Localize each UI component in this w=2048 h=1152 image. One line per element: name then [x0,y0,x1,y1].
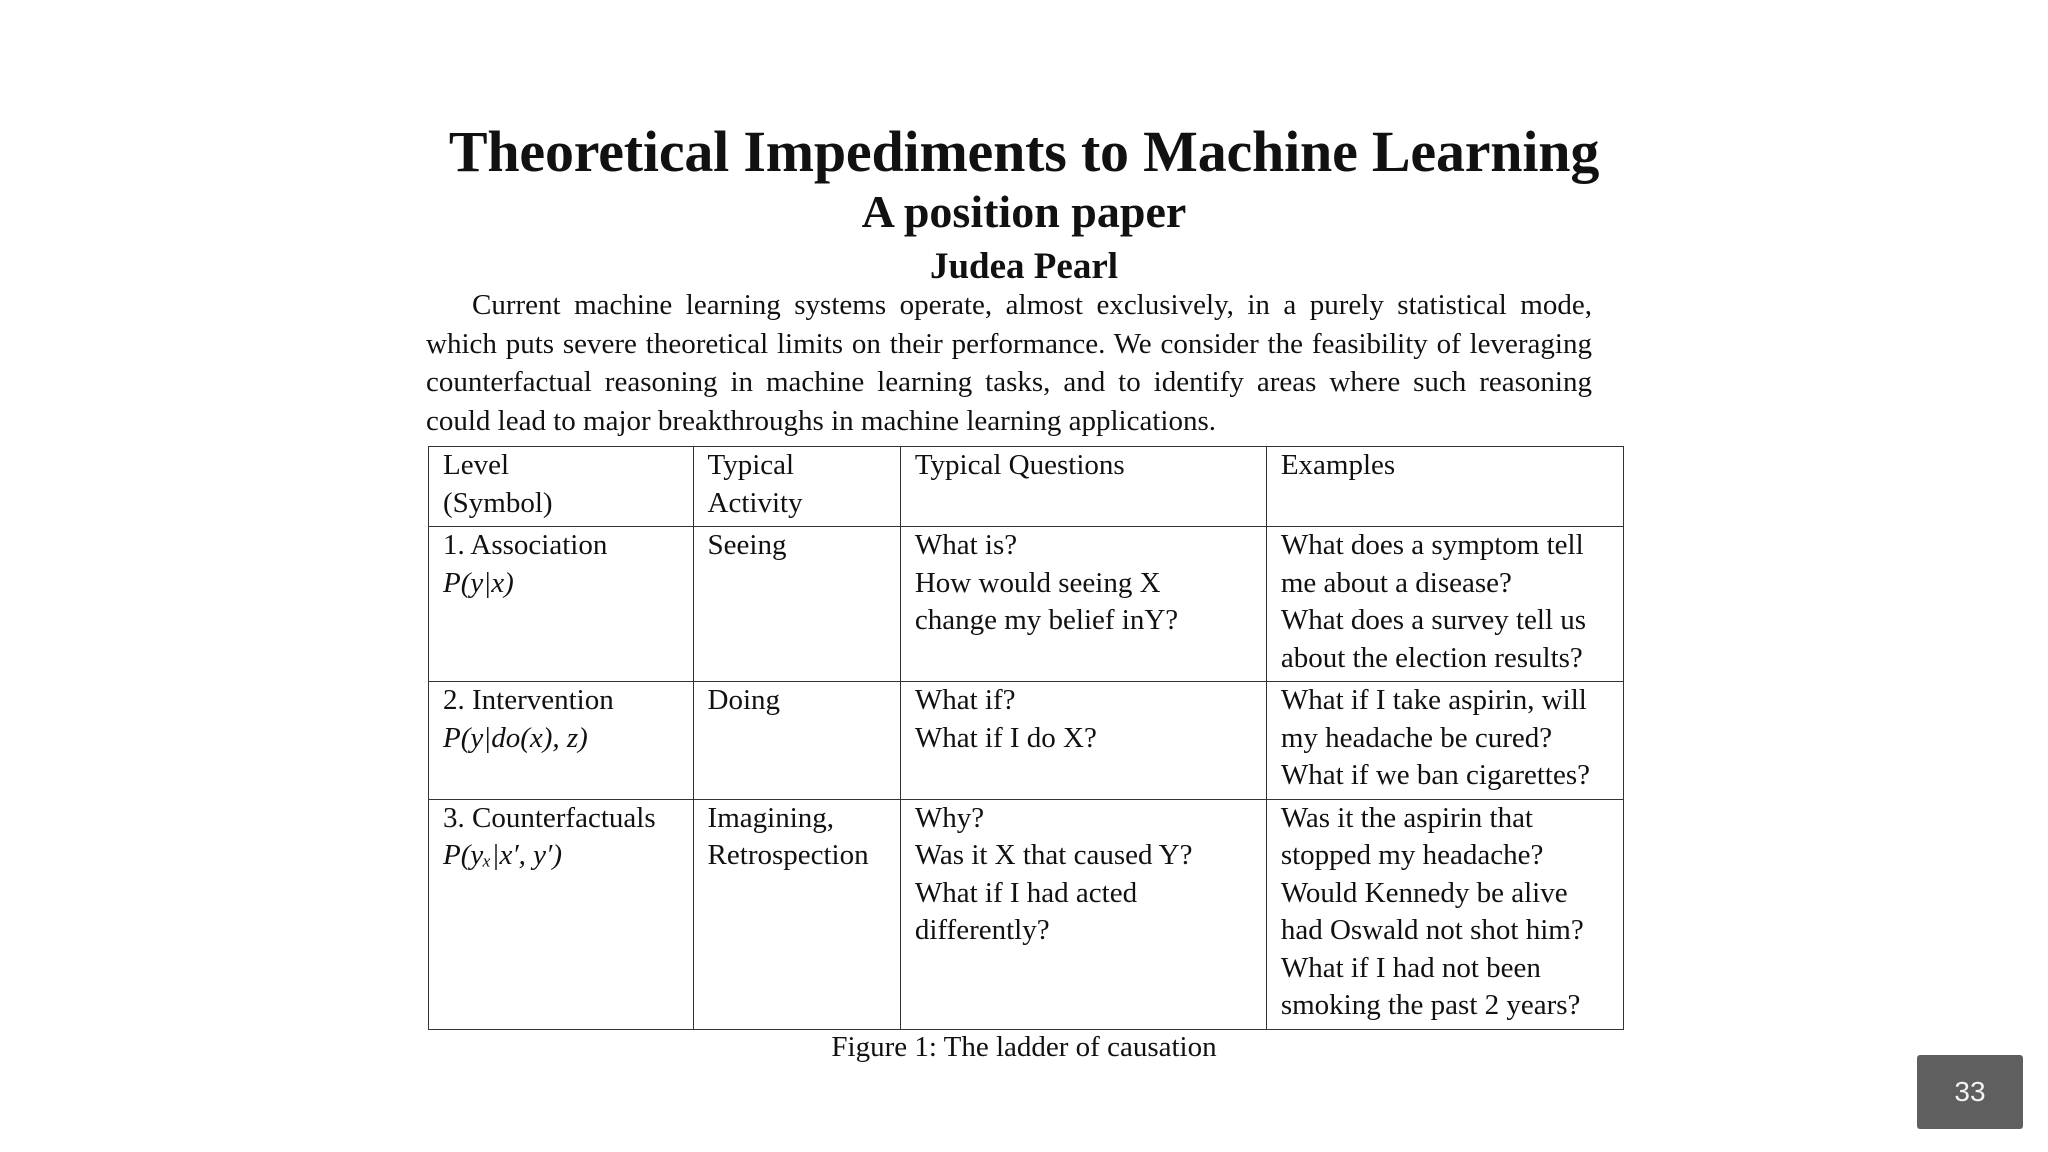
examples-cell [1266,682,1623,800]
example-line: stopped my headache? [1280,839,1544,871]
level-cell [429,682,694,800]
level-symbol: P(y|x) [443,566,514,599]
question-line: Why? [914,801,985,834]
header-questions-line: Typical Questions [914,449,1125,481]
example-line: Was it the aspirin that [1280,801,1533,834]
figure-caption: Figure 1: The ladder of causation [831,1031,1217,1063]
level-name: 1. Association [443,529,608,561]
question-line: How would seeing X [914,566,1161,599]
header-level-line: Level [443,449,510,481]
level-name: 2. Intervention [443,684,614,716]
paper-subtitle: A position paper [861,186,1187,237]
table-row [429,527,1624,682]
header-examples [1266,447,1623,527]
example-line: Would Kennedy be alive [1280,876,1568,909]
examples-cell [1266,799,1623,1029]
ladder-of-causation-table [428,446,1624,1030]
header-level-line: (Symbol) [443,486,553,519]
paper-author: Judea Pearl [929,246,1119,287]
table-row [429,682,1624,800]
example-line: What does a survey tell us [1280,604,1587,636]
level-cell [429,527,694,682]
question-line: differently? [914,914,1050,946]
table-row [429,799,1624,1029]
example-line: What if we ban cigarettes? [1280,759,1591,791]
activity-line: Seeing [707,529,787,561]
level-symbol: P(y|do(x), z) [443,721,588,754]
header-questions [900,447,1266,527]
level-name: 3. Counterfactuals [443,801,656,834]
question-line: What if I had acted [914,876,1138,909]
activity-cell [693,682,900,800]
questions-cell [900,527,1266,682]
question-line: What if I do X? [914,721,1097,754]
example-line: What if I take aspirin, will [1280,684,1587,716]
activity-line: Retrospection [707,839,869,871]
questions-cell [900,799,1266,1029]
questions-cell [900,682,1266,800]
paper-abstract: Current machine learning systems operate, almost exclusively, in a purely statistical mode, which puts severe theoretical limits on their performance. We consider the feasibility of leveraging counterfactual reasoning in machine learning tasks, and to identify areas where such reasoning could lead to major breakthroughs in machine learning applications. [426,289,1592,437]
header-examples-line: Examples [1280,449,1396,481]
activity-line: Doing [707,684,781,716]
header-activity-line: Activity [707,486,803,519]
example-line: What if I had not been [1280,951,1541,984]
example-line: What does a symptom tell [1280,529,1584,561]
example-line: had Oswald not shot him? [1280,914,1584,946]
activity-cell [693,527,900,682]
example-line: me about a disease? [1280,566,1512,599]
activity-line: Imagining, [707,801,834,834]
level-cell [429,799,694,1029]
question-line: Was it X that caused Y? [914,839,1193,871]
page-number-badge: 33 [1917,1055,2023,1129]
question-line: What is? [914,529,1018,561]
question-line: change my belief inY? [914,604,1179,636]
level-symbol: P(yₓ|x′, y′) [443,839,563,871]
paper-title: Theoretical Impediments to Machine Learning [448,119,1600,184]
header-activity [693,447,900,527]
example-line: my headache be cured? [1280,721,1553,754]
header-activity-line: Typical [707,449,795,481]
example-line: smoking the past 2 years? [1280,989,1581,1021]
header-level [429,447,694,527]
table-header-row [429,447,1624,527]
examples-cell [1266,527,1623,682]
question-line: What if? [914,684,1016,716]
example-line: about the election results? [1280,641,1583,674]
activity-cell [693,799,900,1029]
